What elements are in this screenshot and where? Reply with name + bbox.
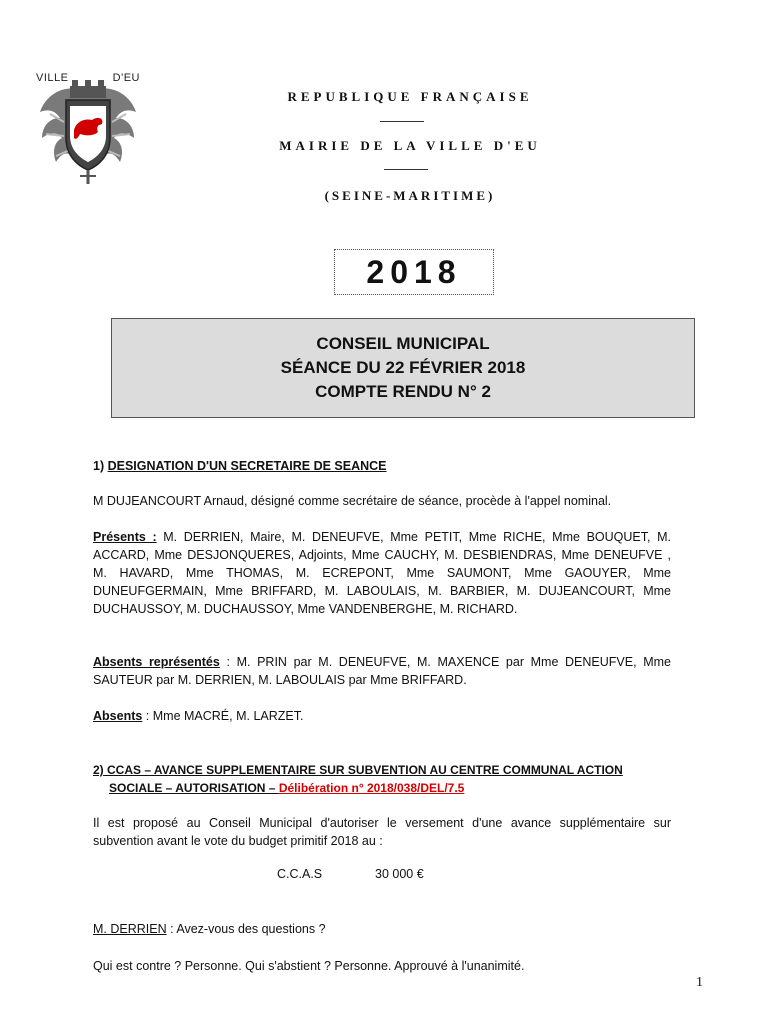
header-divider-2: [384, 169, 428, 170]
speaker-name: M. DERRIEN: [93, 922, 167, 936]
deliberation-reference: Délibération n° 2018/038/DEL/7.5: [278, 781, 465, 795]
section-1-number: 1): [93, 459, 108, 473]
page-number: 1: [696, 975, 703, 990]
title-line-2: SÉANCE DU 22 FÉVRIER 2018: [280, 358, 526, 377]
header-divider-1: [380, 121, 424, 122]
absent-paragraph: [93, 707, 671, 725]
secretary-paragraph: M DUJEANCOURT Arnaud, désigné comme secrétaire de séance, procède à l'appel nominal.: [93, 494, 612, 508]
presents-list: M. DERRIEN, Maire, M. DENEUFVE, Mme PETIT, Mme RICHE, Mme BOUQUET, M. ACCARD, Mme DESJONQUERES, Adjoints, Mme CAUCHY, M. DESBIENDRAS, Mme DENEUFVE , M. HAVARD, Mme THOMAS, M. ECREPONT, Mme SAUMONT, Mme GAOUYER, Mme DUNEUFGERMAIN, Mme BRIFFARD, M. LABOULAIS, M. BARBIER, M. DUJEANCOURT, Mme DUCHAUSSOY, M. DUCHAUSSOY, Mme VANDENBERGHE, M. RICHARD.: [93, 530, 671, 616]
year-box: 2018: [334, 249, 494, 295]
city-crest-logo: [36, 72, 140, 188]
section-1-title: DESIGNATION D'UN SECRETAIRE DE SEANCE: [107, 459, 387, 473]
line-item-label: C.C.A.S: [277, 867, 323, 881]
vote-result: Qui est contre ? Personne. Qui s'abstient ? Personne. Approuvé à l'unanimité.: [93, 959, 525, 973]
presents-paragraph: [93, 528, 671, 618]
represented-paragraph: [93, 653, 671, 689]
title-line-3: COMPTE RENDU N° 2: [315, 382, 491, 401]
represented-label: Absents représentés: [93, 655, 220, 669]
speaker-question: : Avez-vous des questions ?: [166, 922, 326, 936]
presents-label: Présents :: [93, 530, 157, 544]
absent-label: Absents: [93, 709, 143, 723]
crest-label-left: VILLE: [36, 72, 69, 84]
header-republique: REPUBLIQUE FRANÇAISE: [287, 89, 533, 104]
section-2-heading-text: SOCIALE – AUTORISATION –: [109, 781, 279, 795]
section-1-heading: [93, 457, 671, 475]
represented-list: : M. PRIN par M. DENEUFVE, M. MAXENCE par Mme DENEUFVE, Mme SAUTEUR par M. DERRIEN, M. LABOULAIS par Mme BRIFFARD.: [93, 655, 671, 687]
section-2-heading-line-2: [109, 779, 671, 797]
crest-label: [36, 72, 140, 84]
section-2-heading-line-1: 2) CCAS – AVANCE SUPPLEMENTAIRE SUR SUBVENTION AU CENTRE COMMUNAL ACTION: [93, 763, 623, 777]
proposal-paragraph: Il est proposé au Conseil Municipal d'autoriser le versement d'une avance supplémentaire sur subvention avant le vote du budget primitif 2018 au :: [93, 816, 671, 848]
header-mairie: MAIRIE DE LA VILLE D'EU: [279, 138, 541, 153]
title-box: [111, 318, 695, 418]
title-line-1: CONSEIL MUNICIPAL: [316, 334, 490, 353]
crest-label-right: D'EU: [112, 72, 140, 84]
header-department: (SEINE-MARITIME): [324, 188, 496, 203]
line-item-amount: 30 000 €: [375, 867, 424, 881]
speaker-line: [93, 920, 671, 938]
absent-list: : Mme MACRÉ, M. LARZET.: [142, 709, 304, 723]
